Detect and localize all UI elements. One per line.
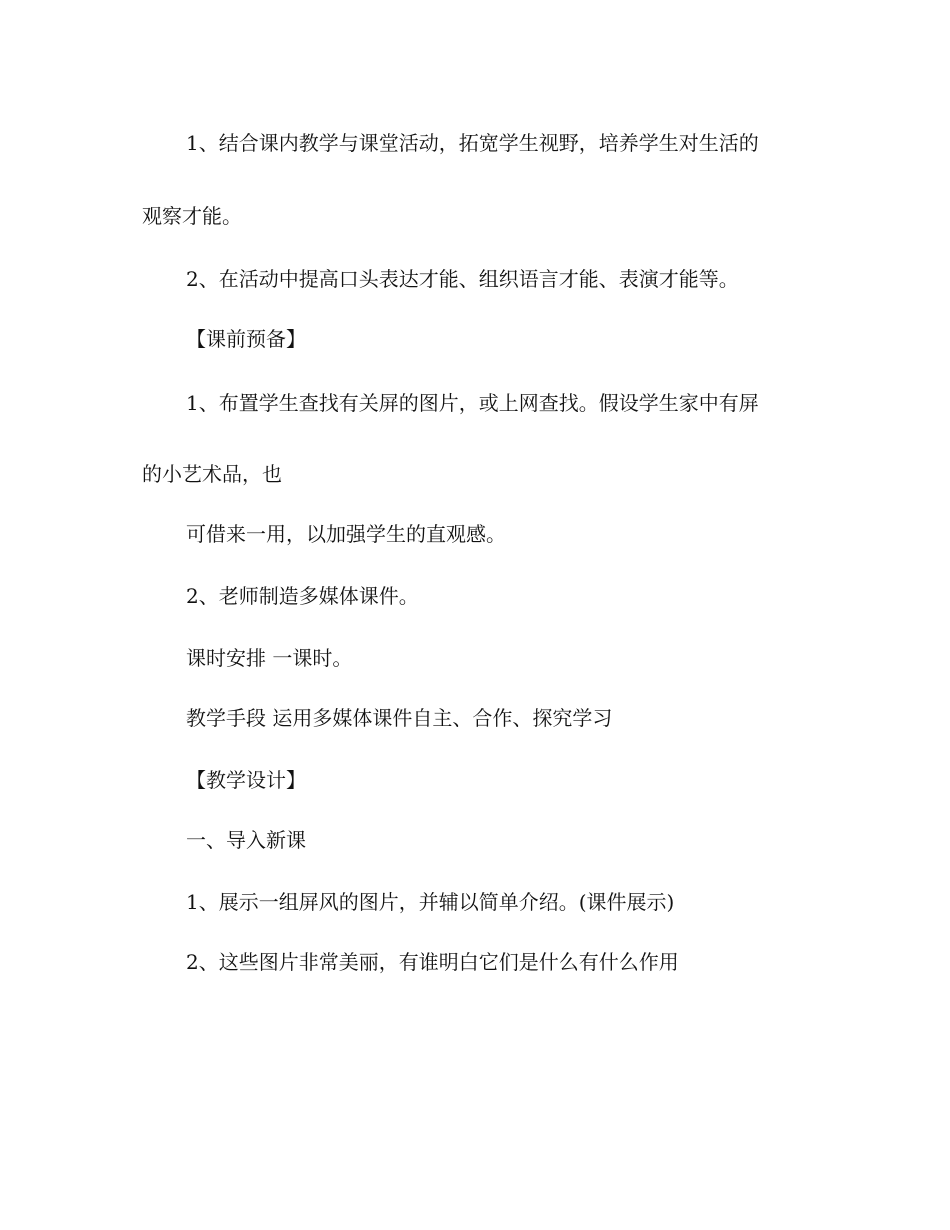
- paragraph-objective-1-continued: 观察才能。: [142, 204, 242, 228]
- paragraph-objective-2: 2、在活动中提高口头表达才能、组织语言才能、表演才能等。: [186, 267, 739, 291]
- section-heading-design: 【教学设计】: [186, 768, 306, 792]
- paragraph-preparation-1: 1、布置学生查找有关屏的图片，或上网查找。假设学生家中有屏: [186, 391, 759, 415]
- paragraph-design-2: 2、这些图片非常美丽，有谁明白它们是什么有什么作用: [186, 950, 679, 974]
- paragraph-objective-1: 1、结合课内教学与课堂活动，拓宽学生视野，培养学生对生活的: [186, 131, 759, 155]
- section-heading-preparation: 【课前预备】: [186, 327, 306, 351]
- subheading-introduction: 一、导入新课: [186, 828, 306, 852]
- paragraph-preparation-1-continued: 的小艺术品，也: [142, 462, 282, 486]
- paragraph-teaching-method: 教学手段 运用多媒体课件自主、合作、探究学习: [186, 706, 613, 730]
- paragraph-preparation-2: 2、老师制造多媒体课件。: [186, 584, 419, 608]
- paragraph-design-1: 1、展示一组屏风的图片，并辅以简单介绍。(课件展示): [186, 890, 675, 914]
- paragraph-preparation-1-continued-2: 可借来一用，以加强学生的直观感。: [186, 522, 506, 546]
- paragraph-class-hours: 课时安排 一课时。: [186, 646, 353, 670]
